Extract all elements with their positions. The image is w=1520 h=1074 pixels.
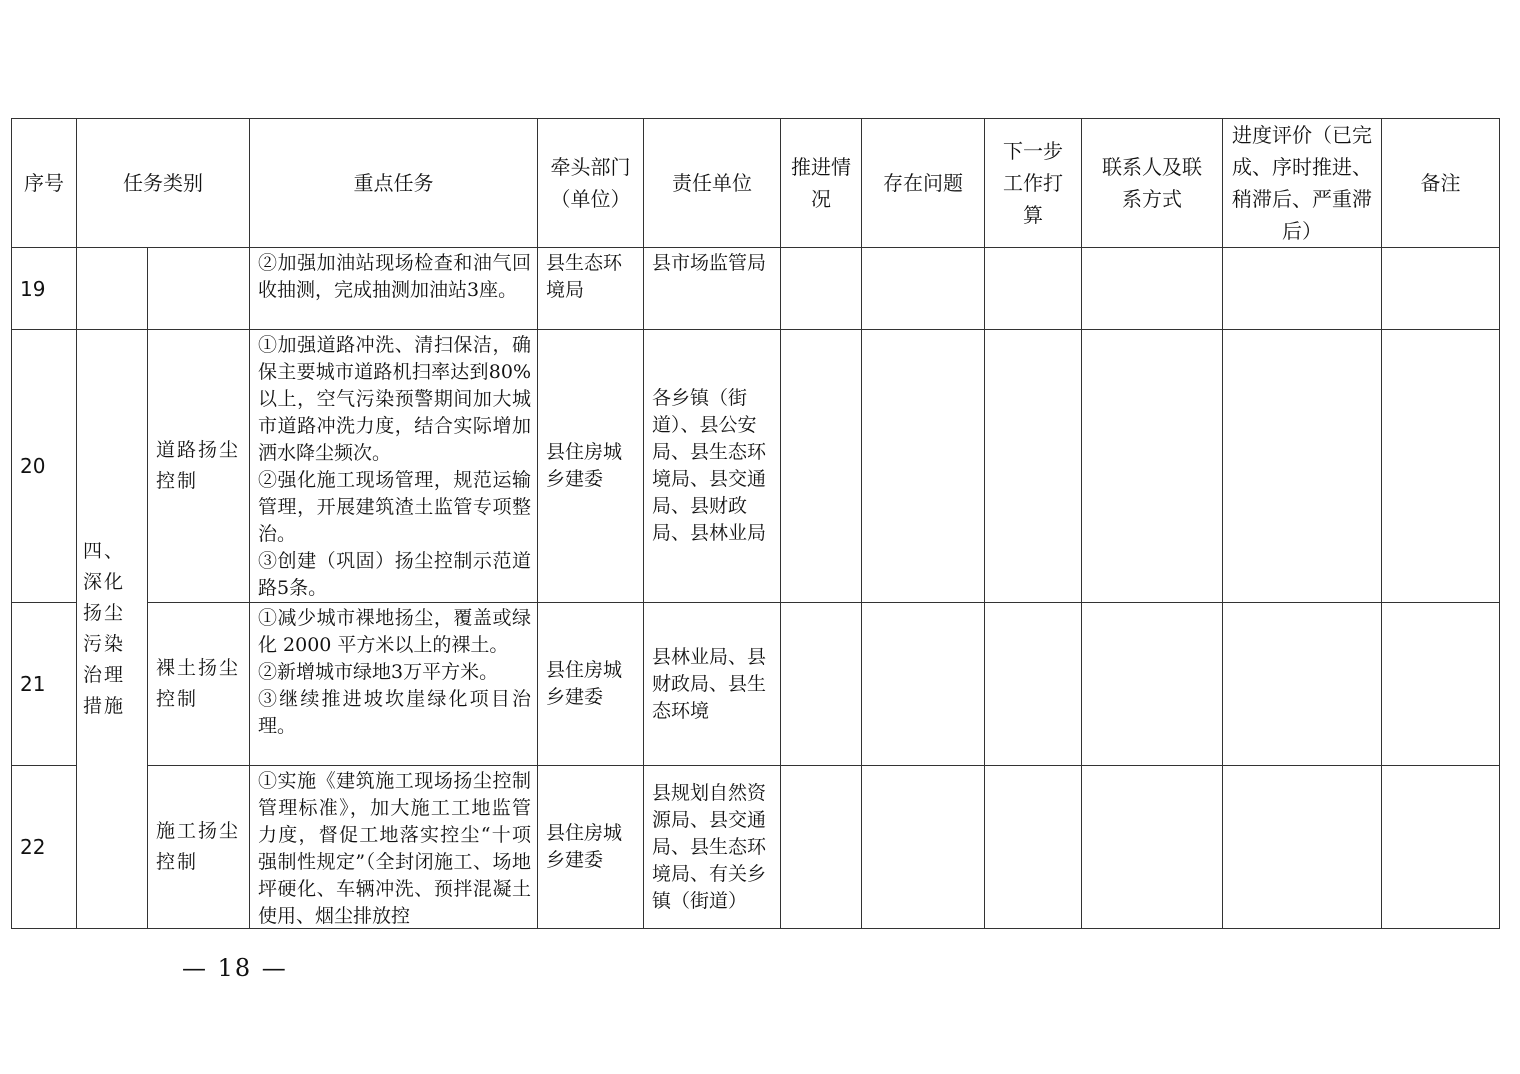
task-line: ①减少城市裸地扬尘，覆盖或绿化 2000 平方米以上的裸土。 <box>258 607 531 656</box>
task-line: ①加强道路冲洗、清扫保洁，确保主要城市道路机扫率达到80%以上，空气污染预警期间加大城市道路冲洗力度，结合实际增加洒水降尘频次。 <box>258 334 531 464</box>
header-progress: 推进情况 <box>781 119 862 248</box>
header-next-step: 下一步工作打算 <box>985 119 1082 248</box>
row-subcategory: 裸土扬尘控制 <box>148 603 250 766</box>
task-line: ②加强加油站现场检查和油气回收抽测，完成抽测加油站3座。 <box>258 252 531 301</box>
row-progress <box>781 248 862 330</box>
header-contact: 联系人及联系方式 <box>1082 119 1223 248</box>
row-lead-dept: 县住房城乡建委 <box>538 766 644 929</box>
task-line: ②新增城市绿地3万平方米。 <box>258 661 499 683</box>
row-remarks <box>1382 330 1500 603</box>
header-seq: 序号 <box>12 119 77 248</box>
row-key-task <box>250 603 538 766</box>
header-category: 任务类别 <box>77 119 250 248</box>
row-problems <box>862 603 985 766</box>
table-row <box>12 766 1500 929</box>
row-lead-dept: 县住房城乡建委 <box>538 330 644 603</box>
row-contact <box>1082 330 1223 603</box>
row-next-step <box>985 248 1082 330</box>
row-next-step <box>985 603 1082 766</box>
header-responsible: 责任单位 <box>644 119 781 248</box>
row-seq: 22 <box>12 766 77 929</box>
row-subcategory <box>148 248 250 330</box>
row-contact <box>1082 248 1223 330</box>
row-progress <box>781 766 862 929</box>
row-lead-dept: 县生态环境局 <box>538 248 644 330</box>
table-row <box>12 603 1500 766</box>
table-row <box>12 248 1500 330</box>
task-clip <box>258 768 531 928</box>
row-contact <box>1082 766 1223 929</box>
category-cell-empty <box>77 248 148 330</box>
header-problems: 存在问题 <box>862 119 985 248</box>
row-responsible: 各乡镇（街道）、县公安局、县生态环境局、县交通局、县财政局、县林业局 <box>644 330 781 603</box>
row-evaluation <box>1223 766 1382 929</box>
row-problems <box>862 766 985 929</box>
page-number: — 18 — <box>182 954 288 982</box>
header-row <box>12 119 1500 248</box>
row-contact <box>1082 603 1223 766</box>
task-table <box>11 118 1500 929</box>
row-evaluation <box>1223 603 1382 766</box>
row-lead-dept: 县住房城乡建委 <box>538 603 644 766</box>
row-key-task <box>250 248 538 330</box>
row-evaluation <box>1223 330 1382 603</box>
row-remarks <box>1382 603 1500 766</box>
header-lead-dept: 牵头部门（单位） <box>538 119 644 248</box>
task-line: ③创建（巩固）扬尘控制示范道路5条。 <box>258 550 531 599</box>
row-responsible: 县林业局、县财政局、县生态环境 <box>644 603 781 766</box>
header-key-task: 重点任务 <box>250 119 538 248</box>
row-subcategory: 施工扬尘控制 <box>148 766 250 929</box>
row-next-step <box>985 766 1082 929</box>
header-evaluation: 进度评价（已完成、序时推进、稍滞后、严重滞后） <box>1223 119 1382 248</box>
main-category: 四、深化扬尘污染治理措施 <box>77 330 148 929</box>
row-key-task <box>250 766 538 929</box>
header-remarks: 备注 <box>1382 119 1500 248</box>
row-progress <box>781 603 862 766</box>
row-remarks <box>1382 766 1500 929</box>
row-seq: 20 <box>12 330 77 603</box>
row-progress <box>781 330 862 603</box>
row-subcategory: 道路扬尘控制 <box>148 330 250 603</box>
task-line: ②强化施工现场管理，规范运输管理，开展建筑渣土监管专项整治。 <box>258 469 531 545</box>
row-key-task <box>250 330 538 603</box>
row-next-step <box>985 330 1082 603</box>
row-problems <box>862 330 985 603</box>
task-line: ③继续推进坡坎崖绿化项目治理。 <box>258 688 531 737</box>
table-row <box>12 330 1500 603</box>
task-line: ①实施《建筑施工现场扬尘控制管理标准》，加大施工工地监管力度，督促工地落实控尘“十项强制性规定”（全封闭施工、场地坪硬化、车辆冲洗、预拌混凝土使用、烟尘排放控 <box>258 770 531 927</box>
row-seq: 21 <box>12 603 77 766</box>
row-remarks <box>1382 248 1500 330</box>
row-responsible: 县规划自然资源局、县交通局、县生态环境局、有关乡镇（街道） <box>644 766 781 929</box>
row-evaluation <box>1223 248 1382 330</box>
row-problems <box>862 248 985 330</box>
row-seq: 19 <box>12 248 77 330</box>
row-responsible: 县市场监管局 <box>644 248 781 330</box>
